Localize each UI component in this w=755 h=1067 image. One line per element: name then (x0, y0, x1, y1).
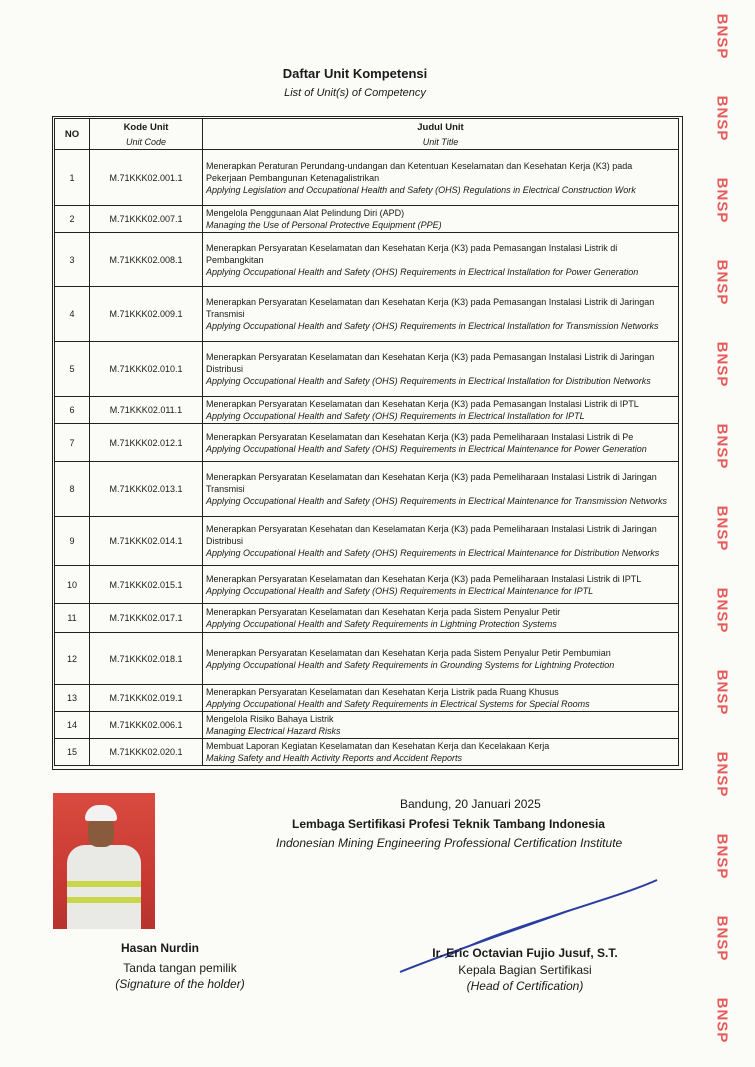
row-number: 10 (55, 566, 90, 604)
unit-title (203, 397, 679, 424)
signer-role-en: (Head of Certification) (466, 979, 584, 993)
table-row (55, 206, 679, 233)
unit-code: M.71KKK02.009.1 (90, 287, 203, 342)
unit-title-en: Applying Occupational Health and Safety (OHS) Requirements in Electrical Maintenance for IPTL (206, 585, 594, 596)
unit-title-en: Applying Occupational Health and Safety (OHS) Requirements in Electrical Installation for Power Generation (206, 266, 639, 277)
unit-title-en: Applying Occupational Health and Safety (OHS) Requirements in Electrical Installation for IPTL (206, 411, 585, 421)
row-number: 15 (55, 739, 90, 766)
table-row (55, 397, 679, 424)
unit-code: M.71KKK02.015.1 (90, 566, 203, 604)
unit-code: M.71KKK02.017.1 (90, 604, 203, 633)
unit-title (203, 462, 679, 517)
watermark-text: BNSP (713, 259, 731, 306)
watermark-text: BNSP (713, 423, 731, 470)
holder-signature-label-en: (Signature of the holder) (115, 977, 245, 991)
signer-name: Ir. Eric Octavian Fujio Jusuf, S.T. (432, 946, 618, 960)
unit-title-id: Mengelola Risiko Bahaya Listrik (206, 714, 334, 724)
unit-code: M.71KKK02.014.1 (90, 517, 203, 566)
unit-title-id: Menerapkan Persyaratan Keselamatan dan Kesehatan Kerja pada Sistem Penyalur Petir Pembumian (206, 647, 611, 658)
row-number: 11 (55, 604, 90, 633)
row-number: 13 (55, 685, 90, 712)
row-number: 12 (55, 633, 90, 685)
table-row (55, 342, 679, 397)
unit-title (203, 566, 679, 604)
holder-name: Hasan Nurdin (120, 941, 199, 955)
col-header-code-en: Unit Code (125, 136, 167, 147)
table-row (55, 604, 679, 633)
unit-title-id: Menerapkan Persyaratan Keselamatan dan Kesehatan Kerja (K3) pada Pemasangan Instalasi Listrik di Jaringan Transmisi (206, 297, 655, 319)
holder-photo (53, 793, 155, 929)
unit-title (203, 517, 679, 566)
unit-code: M.71KKK02.007.1 (90, 206, 203, 233)
photo-vest-stripe (67, 881, 141, 887)
watermark-text: BNSP (713, 669, 731, 716)
row-number: 2 (55, 206, 90, 233)
page-title: Daftar Unit Kompetensi (282, 66, 428, 81)
unit-code: M.71KKK02.010.1 (90, 342, 203, 397)
watermark-text: BNSP (713, 505, 731, 552)
table-header-row (55, 119, 679, 150)
unit-title (203, 233, 679, 287)
unit-title-en: Applying Occupational Health and Safety Requirements in Grounding Systems for Lightning Protection (206, 659, 615, 670)
unit-title-en: Applying Occupational Health and Safety (OHS) Requirements in Electrical Maintenance for Transmission Networks (206, 496, 668, 506)
col-header-code (90, 119, 203, 150)
table-row (55, 287, 679, 342)
unit-code: M.71KKK02.006.1 (90, 712, 203, 739)
table-row (55, 517, 679, 566)
watermark-text: BNSP (713, 915, 731, 962)
table-row (55, 685, 679, 712)
unit-title-en: Applying Legislation and Occupational Health and Safety (OHS) Regulations in Electrical Construction Work (206, 184, 636, 195)
unit-title-en: Applying Occupational Health and Safety (OHS) Requirements in Electrical Maintenance for Distribution Networks (206, 548, 660, 558)
unit-title-id: Membuat Laporan Kegiatan Keselamatan dan Kesehatan Kerja dan Kecelakaan Kerja (206, 741, 550, 751)
unit-title-id: Menerapkan Persyaratan Keselamatan dan Kesehatan Kerja (K3) pada Pemasangan Instalasi Listrik di Pembangkitan (206, 242, 618, 265)
watermark-text: BNSP (713, 95, 731, 142)
unit-code: M.71KKK02.019.1 (90, 685, 203, 712)
watermark-text: BNSP (713, 341, 731, 388)
table-row (55, 566, 679, 604)
col-header-title (203, 119, 679, 150)
unit-title (203, 685, 679, 712)
photo-vest-stripe (67, 897, 141, 903)
row-number: 7 (55, 424, 90, 462)
unit-title-id: Menerapkan Persyaratan Keselamatan dan Kesehatan Kerja (K3) pada Pemasangan Instalasi Listrik di IPTL (206, 399, 639, 409)
unit-title (203, 206, 679, 233)
unit-title (203, 604, 679, 633)
org-name: Lembaga Sertifikasi Profesi Teknik Tambang Indonesia (292, 817, 605, 831)
unit-code: M.71KKK02.012.1 (90, 424, 203, 462)
unit-title-id: Menerapkan Persyaratan Keselamatan dan Kesehatan Kerja (K3) pada Pemasangan Instalasi Listrik di Jaringan Distribusi (206, 352, 655, 374)
table-row (55, 739, 679, 766)
row-number: 4 (55, 287, 90, 342)
col-header-no: NO (55, 119, 90, 150)
table-row (55, 150, 679, 206)
unit-title-en: Applying Occupational Health and Safety Requirements in Electrical Systems for Special Rooms (206, 699, 590, 709)
unit-title-en: Managing the Use of Personal Protective Equipment (PPE) (206, 220, 442, 230)
unit-title-id: Menerapkan Persyaratan Keselamatan dan Kesehatan Kerja (K3) pada Pemeliharaan Instalasi Listrik di Jaringan Transmisi (206, 472, 657, 494)
unit-code: M.71KKK02.020.1 (90, 739, 203, 766)
watermark-text: BNSP (713, 587, 731, 634)
unit-title-en: Managing Electrical Hazard Risks (206, 726, 341, 736)
row-number: 3 (55, 233, 90, 287)
unit-title-id: Mengelola Penggunaan Alat Pelindung Diri (APD) (206, 208, 405, 218)
row-number: 9 (55, 517, 90, 566)
row-number: 8 (55, 462, 90, 517)
col-header-code-label: Kode Unit (123, 121, 169, 133)
col-header-title-en: Unit Title (422, 136, 459, 147)
holder-signature-label: Tanda tangan pemilik (123, 961, 237, 975)
org-name-en: Indonesian Mining Engineering Professional Certification Institute (276, 836, 623, 850)
row-number: 1 (55, 150, 90, 206)
signer-role: Kepala Bagian Sertifikasi (458, 963, 592, 977)
table-row (55, 462, 679, 517)
unit-title (203, 739, 679, 766)
col-header-title-label: Judul Unit (417, 121, 464, 133)
unit-title-en: Applying Occupational Health and Safety (OHS) Requirements in Electrical Installation for Transmission Networks (206, 321, 659, 331)
unit-title-id: Menerapkan Persyaratan Keselamatan dan Kesehatan Kerja (K3) pada Pemeliharaan Instalasi Listrik di Pe (206, 431, 634, 442)
unit-code: M.71KKK02.001.1 (90, 150, 203, 206)
table-row (55, 712, 679, 739)
issue-date: Bandung, 20 Januari 2025 (400, 797, 541, 811)
unit-title (203, 150, 679, 206)
unit-code: M.71KKK02.013.1 (90, 462, 203, 517)
page-subtitle: List of Unit(s) of Competency (284, 87, 426, 99)
watermark-text: BNSP (713, 751, 731, 798)
table-row (55, 424, 679, 462)
unit-title-en: Making Safety and Health Activity Reports and Accident Reports (206, 753, 462, 763)
photo-body-shape (67, 845, 141, 929)
unit-code: M.71KKK02.011.1 (90, 397, 203, 424)
unit-title-id: Menerapkan Persyaratan Keselamatan dan Kesehatan Kerja pada Sistem Penyalur Petir (206, 607, 561, 617)
photo-helmet-shape (85, 805, 117, 821)
unit-title-id: Menerapkan Persyaratan Keselamatan dan Kesehatan Kerja Listrik pada Ruang Khusus (206, 687, 559, 697)
unit-title (203, 712, 679, 739)
watermark-strip (713, 0, 753, 1067)
row-number: 5 (55, 342, 90, 397)
watermark-text: BNSP (713, 833, 731, 880)
table-row (55, 633, 679, 685)
watermark-text: BNSP (713, 177, 731, 224)
row-number: 6 (55, 397, 90, 424)
unit-title (203, 424, 679, 462)
row-number: 14 (55, 712, 90, 739)
unit-title-id: Menerapkan Persyaratan Kesehatan dan Keselamatan Kerja (K3) pada Pemeliharaan Instalasi Listrik di Jaringan Distribusi (206, 524, 657, 546)
unit-code: M.71KKK02.008.1 (90, 233, 203, 287)
watermark-text: BNSP (713, 13, 731, 60)
unit-title-en: Applying Occupational Health and Safety (OHS) Requirements in Electrical Maintenance for Power Generation (206, 443, 647, 454)
unit-title (203, 633, 679, 685)
competency-table (54, 118, 679, 766)
unit-title-en: Applying Occupational Health and Safety Requirements in Lightning Protection Systems (206, 619, 557, 629)
table-body (55, 150, 679, 766)
unit-title (203, 287, 679, 342)
unit-title-en: Applying Occupational Health and Safety (OHS) Requirements in Electrical Installation for Distribution Networks (206, 376, 651, 386)
unit-title-id: Menerapkan Persyaratan Keselamatan dan Kesehatan Kerja (K3) pada Pemeliharaan Instalasi Listrik di IPTL (206, 573, 642, 584)
photo-face-shape (88, 817, 114, 847)
unit-title (203, 342, 679, 397)
watermark-text: BNSP (713, 997, 731, 1044)
table-row (55, 233, 679, 287)
unit-title-id: Menerapkan Peraturan Perundang-undangan dan Ketentuan Keselamatan dan Kesehatan Kerja (K3) pada Pekerjaan Pembangunan Ketenagalistrikan (206, 160, 633, 183)
unit-code: M.71KKK02.018.1 (90, 633, 203, 685)
